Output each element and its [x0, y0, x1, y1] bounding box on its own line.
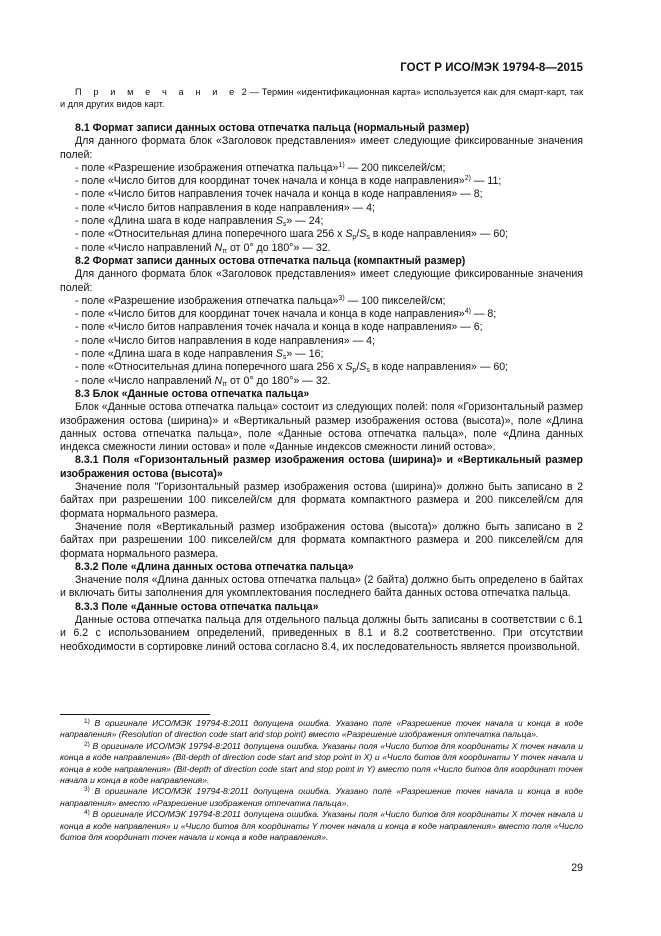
section-8-1-intro: Для данного формата блок «Заголовок представления» имеет следующие фиксированные значения полей:	[60, 135, 583, 161]
list-item-text: - поле «Разрешение изображения отпечатка пальца»	[75, 161, 339, 174]
footnote	[60, 741, 583, 787]
section-8-1-list	[60, 162, 583, 255]
variable-subscript: s	[366, 367, 370, 375]
footnote-text: В оригинале ИСО/МЭК 19794-8:2011 допущена ошибка. Указано поле «Разрешение точек начала и конца в коде направления» вместо «Разрешение изображения отпечатка пальца».	[60, 786, 583, 808]
variable-subscript: s	[366, 234, 370, 242]
section-8-3-3-body: Данные остова отпечатка пальца для отдельного пальца должны быть записаны в соответствии с 6.1 и 6.2 с использованием определений, приведенных в 8.1 и 8.2 соответственно. При отсутствии необходимости в сортировке линий остова согласно 8.4, их последовательность является произвольной.	[60, 613, 583, 653]
list-item-text-end: — 200 пикселей/см;	[344, 161, 446, 174]
list-item-text: - поле «Число битов направления в коде направления» — 4;	[75, 334, 375, 347]
list-item-text-end: — 8;	[470, 308, 497, 321]
footnote-ref: 3)	[338, 294, 345, 302]
list-item-text: - поле «Число битов направления в коде направления» — 4;	[75, 201, 375, 214]
footnote-text: В оригинале ИСО/МЭК 19794-8:2011 допущена ошибка. Указаны поля «Число битов для координаты X точек начала и конца в коде направления» (Bit-depth of direction code start and stop point in X) и «Число битов для координаты Y точек начала и конца в коде направления» (Bit-depth of direction code start and stop point in Y) вместо поля «Число битов для координат точек начала и конца в коде направления».	[60, 740, 583, 786]
list-item-text: - поле «Число битов для координат точек начала и конца в коде направления»	[75, 308, 465, 321]
footnote	[60, 718, 583, 741]
section-8-2-list	[60, 295, 583, 388]
list-item	[60, 202, 583, 215]
section-8-2-heading: 8.2 Формат записи данных остова отпечатка пальца (компактный размер)	[75, 254, 466, 267]
section-8-3-heading: 8.3 Блок «Данные остова отпечатка пальца»	[75, 387, 310, 400]
list-item-text: - поле «Число битов направления точек начала и конца в коде направления» — 8;	[75, 188, 483, 201]
list-item	[60, 215, 583, 228]
list-item-text-end: в коде направления» — 60;	[369, 361, 509, 374]
list-item	[60, 242, 583, 255]
main-content	[60, 86, 583, 654]
list-item-text-end: — 11;	[470, 175, 502, 188]
list-item	[60, 188, 583, 201]
list-item-text-end: — 100 пикселей/см;	[344, 294, 446, 307]
variable-subscript: s	[282, 354, 287, 362]
list-item	[60, 361, 583, 374]
variable-symbol: N	[214, 374, 223, 387]
fraction-slash: /	[356, 361, 360, 374]
section-8-3-1-paragraph-1: Значение поля "Горизонтальный размер изображения остова (ширина)» должно быть записано в 2 байтах при разрешении 100 пикселей/см для формата компактного размера и 200 пикселей/см для формата нормального размера.	[60, 481, 583, 520]
list-item	[60, 321, 583, 334]
list-item-text: - поле «Разрешение изображения отпечатка пальца»	[75, 294, 339, 307]
footnote-mark: 1)	[84, 718, 90, 725]
footnote-ref: 2)	[464, 175, 471, 183]
variable-subscript: π	[222, 247, 228, 255]
list-item	[60, 335, 583, 348]
list-item-text-end: в коде направления» — 60;	[369, 228, 509, 241]
section-8-3-3-heading: 8.3.3 Поле «Данные остова отпечатка пальца»	[75, 600, 319, 613]
variable-subscript: p	[352, 367, 357, 375]
note-number: 2	[241, 87, 247, 97]
list-item-text: - поле «Длина шага в коде направления	[75, 215, 276, 228]
section-8-3-1-heading: 8.3.1 Поля «Горизонтальный размер изображения остова (ширина)» и «Вертикальный размер изображения остова (высота)»	[60, 454, 583, 480]
list-item-text-end: » — 16;	[286, 348, 324, 361]
list-item	[60, 375, 583, 388]
footnote-ref: 1)	[338, 161, 345, 169]
variable-symbol: S	[359, 228, 367, 241]
list-item-text: - поле «Длина шага в коде направления	[75, 348, 276, 361]
note	[60, 86, 583, 110]
variable-symbol: S	[345, 361, 353, 374]
list-item	[60, 295, 583, 308]
variable-symbol: S	[359, 361, 367, 374]
list-item-text-end: от 0° до 180°» — 32.	[227, 374, 331, 387]
list-item-text-end: от 0° до 180°» — 32.	[227, 241, 331, 254]
section-8-3-body: Блок «Данные остова отпечатка пальца» состоит из следующих полей: поля «Горизонтальный размер изображения остова (ширина)» и «Вертикальный размер изображения остова (высота)», поле «Длина данных остова отпечатка пальца», поле «Данные остова отпечатка пальца», поле «Длина данных индекса смежности линии остова» и поле «Данные индексов смежности линий остова».	[60, 401, 583, 454]
footnote-divider	[60, 714, 210, 715]
footnote-ref: 4)	[464, 308, 471, 316]
footnote-mark: 4)	[84, 809, 90, 817]
section-8-3-1-paragraph-2: Значение поля «Вертикальный размер изображения остова (высота)» должно быть записано в 2 байтах при разрешении 100 пикселей/см для формата компактного размера и 200 пикселей/см для формата нормального размера.	[60, 520, 583, 560]
list-item	[60, 228, 583, 241]
footnote-text: В оригинале ИСО/МЭК 19794-8:2011 допущена ошибка. Указано поле «Разрешение точек начала и конца в коде направления» (Resolution of direction code start and stop point) вместо «Разрешение изображения отпечатка пальца».	[60, 718, 583, 740]
section-8-3-2-body: Значение поля «Длина данных остова отпечатка пальца» (2 байта) должно быть определено в байтах и включать биты заполнения для укомплектования последнего байта данных остова отпечатка пальца.	[60, 574, 583, 600]
variable-subscript: s	[282, 221, 287, 229]
section-8-3-2-heading: 8.3.2 Поле «Длина данных остова отпечатка пальца»	[75, 560, 354, 573]
footnote-list	[60, 718, 583, 843]
footnote	[60, 809, 583, 843]
footnote-text: В оригинале ИСО/МЭК 19794-8:2011 допущена ошибка. Указаны поля «Число битов для координаты X точек начала и конца в коде направления» и «Число битов для координаты Y точек начала и конца в коде направления» вместо поля «Число битов для координат точек начала и конца в коде направления».	[60, 809, 583, 843]
fraction-slash: /	[356, 228, 360, 241]
page-number: 29	[571, 862, 583, 874]
section-8-2-intro: Для данного формата блок «Заголовок представления» имеет следующие фиксированные значения полей:	[60, 268, 583, 294]
footnote-mark: 2)	[84, 740, 90, 748]
footnotes	[60, 714, 583, 843]
list-item-text: - поле «Число направлений	[75, 241, 215, 254]
note-text: — Термин «идентификационная карта» используется как для смарт-карт, так и для других видов карт.	[60, 87, 583, 109]
variable-symbol: S	[275, 348, 283, 361]
footnote	[60, 786, 583, 809]
variable-symbol: N	[214, 241, 223, 254]
list-item-text: - поле «Число направлений	[75, 374, 215, 387]
variable-symbol: S	[275, 215, 283, 228]
list-item-text: - поле «Относительная длина поперечного шага 256 x	[75, 361, 346, 374]
list-item-text: - поле «Число битов направления точек начала и конца в коде направления» — 6;	[75, 321, 483, 334]
variable-symbol: S	[345, 228, 353, 241]
variable-subscript: π	[222, 380, 228, 388]
list-item	[60, 162, 583, 175]
footnote-mark: 3)	[84, 786, 90, 794]
list-item	[60, 308, 583, 321]
list-item-text: - поле «Относительная длина поперечного шага 256 x	[75, 228, 346, 241]
list-item-text-end: » — 24;	[286, 215, 324, 228]
section-8-1-heading: 8.1 Формат записи данных остова отпечатка пальца (нормальный размер)	[75, 122, 470, 134]
list-item	[60, 175, 583, 188]
variable-subscript: p	[352, 234, 357, 242]
standard-header: ГОСТ Р ИСО/МЭК 19794-8—2015	[400, 62, 583, 74]
list-item-text: - поле «Число битов для координат точек начала и конца в коде направления»	[75, 175, 465, 188]
list-item	[60, 348, 583, 361]
note-label: П р и м е ч а н и е	[75, 87, 239, 97]
